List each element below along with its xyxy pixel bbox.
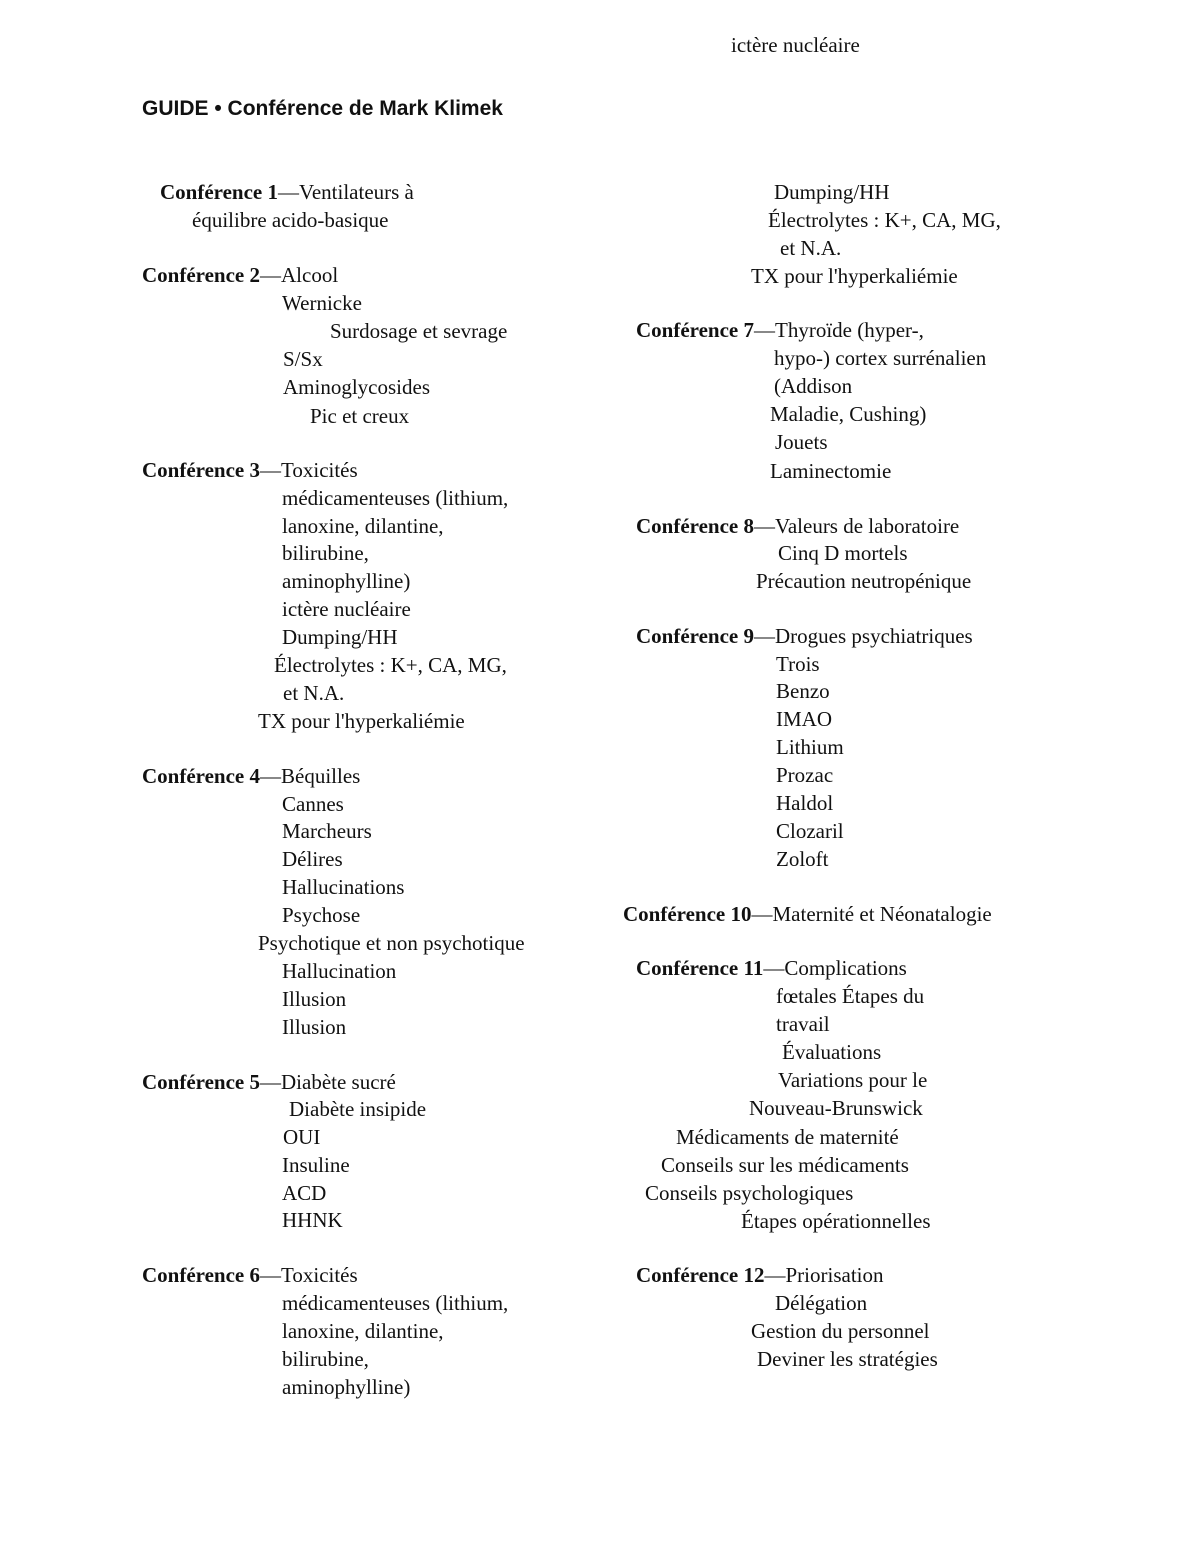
top-note: ictère nucléaire [731, 33, 860, 57]
lecture-line: Trois [776, 652, 820, 676]
lecture-line: lanoxine, dilantine, [282, 1319, 444, 1343]
lecture-topic: —Toxicités [260, 1263, 358, 1287]
lecture-line: Prozac [776, 763, 834, 787]
lecture-line: Délégation [775, 1291, 868, 1315]
lecture-heading [636, 623, 973, 649]
lecture-line: équilibre acido-basique [192, 208, 389, 232]
lecture-line: Clozaril [776, 819, 844, 843]
lecture-line: IMAO [776, 707, 832, 731]
lecture-topic: —Diabète sucré [260, 1070, 396, 1094]
lecture-line: Dumping/HH [774, 180, 890, 204]
lecture-line: OUI [283, 1125, 321, 1149]
lecture-label: Conférence 6 [142, 1263, 260, 1287]
lecture-topic: —Thyroïde (hyper-, [754, 318, 924, 342]
lecture-topic: —Alcool [260, 263, 339, 287]
lecture-line: Laminectomie [770, 459, 892, 483]
lecture-line: Aminoglycosides [283, 375, 430, 399]
lecture-line: Marcheurs [282, 819, 372, 843]
lecture-line: Conseils psychologiques [645, 1181, 854, 1205]
lecture-line: Hallucinations [282, 875, 405, 899]
lecture-topic: —Priorisation [764, 1263, 884, 1287]
lecture-line: Jouets [775, 430, 828, 454]
lecture-line: aminophylline) [282, 1375, 411, 1399]
lecture-line: Psychose [282, 903, 361, 927]
lecture-line: Illusion [282, 987, 347, 1011]
lecture-label: Conférence 10 [623, 902, 752, 926]
lecture-line: Hallucination [282, 959, 397, 983]
lecture-line: bilirubine, [282, 1347, 369, 1371]
lecture-topic: —Complications [763, 956, 907, 980]
page-title: GUIDE • Conférence de Mark Klimek [142, 97, 503, 120]
lecture-line: Pic et creux [310, 404, 410, 428]
lecture-topic: —Maternité et Néonatalogie [751, 902, 992, 926]
lecture-line: lanoxine, dilantine, [282, 514, 444, 538]
lecture-line: Étapes opérationnelles [741, 1209, 931, 1233]
lecture-line: Variations pour le [778, 1068, 928, 1092]
lecture-label: Conférence 11 [636, 956, 764, 980]
lecture-line: Électrolytes : K+, CA, MG, [274, 653, 507, 677]
lecture-line: Dumping/HH [282, 625, 398, 649]
lecture-topic: —Ventilateurs à [278, 180, 414, 204]
lecture-heading [142, 763, 360, 789]
lecture-line: Lithium [776, 735, 844, 759]
lecture-heading [623, 901, 992, 927]
lecture-line: hypo-) cortex surrénalien [774, 346, 987, 370]
lecture-heading [636, 955, 907, 981]
lecture-heading [142, 1069, 396, 1095]
lecture-heading [160, 179, 414, 205]
lecture-line: aminophylline) [282, 569, 411, 593]
lecture-line: Conseils sur les médicaments [661, 1153, 909, 1177]
lecture-line: Deviner les stratégies [757, 1347, 938, 1371]
lecture-line: Délires [282, 847, 343, 871]
lecture-topic: —Toxicités [260, 458, 358, 482]
lecture-topic: —Béquilles [260, 764, 361, 788]
lecture-line: Gestion du personnel [751, 1319, 930, 1343]
lecture-heading [636, 513, 959, 539]
lecture-line: et N.A. [780, 236, 842, 260]
lecture-line: Maladie, Cushing) [770, 402, 927, 426]
lecture-line: TX pour l'hyperkaliémie [751, 264, 958, 288]
lecture-label: Conférence 1 [160, 180, 278, 204]
lecture-line: Haldol [776, 791, 834, 815]
lecture-topic: —Valeurs de laboratoire [754, 514, 960, 538]
lecture-line: et N.A. [283, 681, 345, 705]
lecture-label: Conférence 4 [142, 764, 260, 788]
lecture-heading [142, 262, 338, 288]
lecture-line: bilirubine, [282, 541, 369, 565]
lecture-line: Médicaments de maternité [676, 1125, 899, 1149]
lecture-label: Conférence 8 [636, 514, 754, 538]
lecture-heading [636, 317, 924, 343]
lecture-line: Cannes [282, 792, 344, 816]
lecture-line: ictère nucléaire [282, 597, 411, 621]
lecture-label: Conférence 2 [142, 263, 260, 287]
lecture-heading [636, 1262, 884, 1288]
lecture-line: fœtales Étapes du [776, 984, 925, 1008]
lecture-line: Nouveau-Brunswick [749, 1096, 923, 1120]
lecture-heading [142, 457, 358, 483]
lecture-line: Surdosage et sevrage [330, 319, 508, 343]
lecture-label: Conférence 12 [636, 1263, 765, 1287]
lecture-label: Conférence 5 [142, 1070, 260, 1094]
lecture-line: S/Sx [283, 347, 323, 371]
lecture-line: ACD [282, 1181, 327, 1205]
lecture-line: Illusion [282, 1015, 347, 1039]
lecture-line: Benzo [776, 679, 830, 703]
lecture-line: Précaution neutropénique [756, 569, 972, 593]
lecture-line: (Addison [774, 374, 853, 398]
lecture-line: Cinq D mortels [778, 541, 908, 565]
lecture-heading [142, 1262, 358, 1288]
lecture-label: Conférence 3 [142, 458, 260, 482]
lecture-line: médicamenteuses (lithium, [282, 486, 509, 510]
lecture-line: Insuline [282, 1153, 350, 1177]
lecture-line: Électrolytes : K+, CA, MG, [768, 208, 1001, 232]
lecture-line: HHNK [282, 1208, 343, 1232]
lecture-topic: —Drogues psychiatriques [754, 624, 973, 648]
lecture-label: Conférence 7 [636, 318, 754, 342]
lecture-line: médicamenteuses (lithium, [282, 1291, 509, 1315]
lecture-line: Wernicke [282, 291, 362, 315]
lecture-line: Évaluations [782, 1040, 882, 1064]
lecture-line: travail [776, 1012, 830, 1036]
lecture-line: Zoloft [776, 847, 829, 871]
lecture-line: Diabète insipide [289, 1097, 427, 1121]
lecture-line: TX pour l'hyperkaliémie [258, 709, 465, 733]
lecture-label: Conférence 9 [636, 624, 754, 648]
lecture-line: Psychotique et non psychotique [258, 931, 525, 955]
